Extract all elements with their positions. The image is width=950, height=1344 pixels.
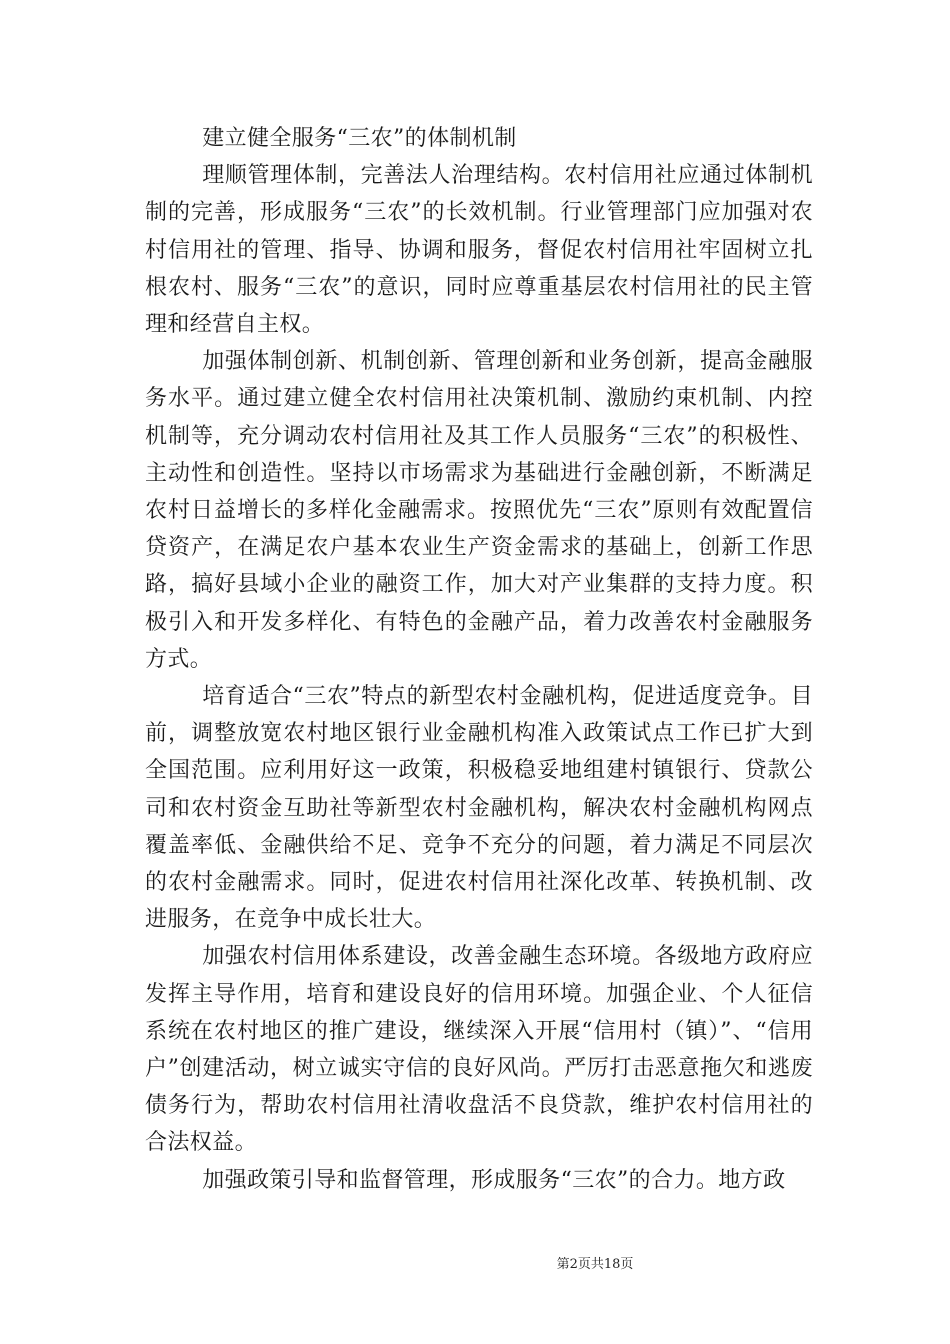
paragraph-policy-guidance: 加强政策引导和监督管理，形成服务“三农”的合力。地方政 xyxy=(202,1167,786,1193)
page-footer xyxy=(0,1256,950,1274)
paragraph-new-institutions: 培育适合“三农”特点的新型农村金融机构，促进适度竞争。目前，调整放宽农村地区银行业金融机构准入政策试点工作已扩大到全国范围。应利用好这一政策，积极稳妥地组建村镇银行、贷款公司和农村资金互助社等新型农村金融机构，解决农村金融机构网点覆盖率低、金融供给不足、竞争不充分的问题，着力满足不同层次的农村金融需求。同时，促进农村信用社深化改革、转换机制、改进服务，在竞争中成长壮大。 xyxy=(145,684,813,933)
paragraph-credit-system: 加强农村信用体系建设，改善金融生态环境。各级地方政府应发挥主导作用，培育和建设良好的信用环境。加强企业、个人征信系统在农村地区的推广建设，继续深入开展“信用村（镇）”、“信用户”创建活动，树立诚实守信的良好风尚。严厉打击恶意拖欠和逃废债务行为，帮助农村信用社清收盘活不良贷款，维护农村信用社的合法权益。 xyxy=(145,944,813,1156)
paragraph-governance: 理顺管理体制，完善法人治理结构。农村信用社应通过体制机制的完善，形成服务“三农”的长效机制。行业管理部门应加强对农村信用社的管理、指导、协调和服务，督促农村信用社牢固树立扎根农村、服务“三农”的意识，同时应尊重基层农村信用社的民主管理和经营自主权。 xyxy=(145,163,813,338)
document-body xyxy=(145,120,813,1199)
section-heading: 建立健全服务“三农”的体制机制 xyxy=(202,126,517,151)
paragraph-innovation: 加强体制创新、机制创新、管理创新和业务创新，提高金融服务水平。通过建立健全农村信用社决策机制、激励约束机制、内控机制等，充分调动农村信用社及其工作人员服务“三农”的积极性、主动性和创造性。坚持以市场需求为基础进行金融创新，不断满足农村日益增长的多样化金融需求。按照优先“三农”原则有效配置信贷资产，在满足农户基本农业生产资金需求的基础上，创新工作思路，搞好县域小企业的融资工作，加大对产业集群的支持力度。积极引入和开发多样化、有特色的金融产品，着力改善农村金融服务方式。 xyxy=(145,349,813,672)
page-number: 第2页共18页 xyxy=(556,1257,634,1272)
